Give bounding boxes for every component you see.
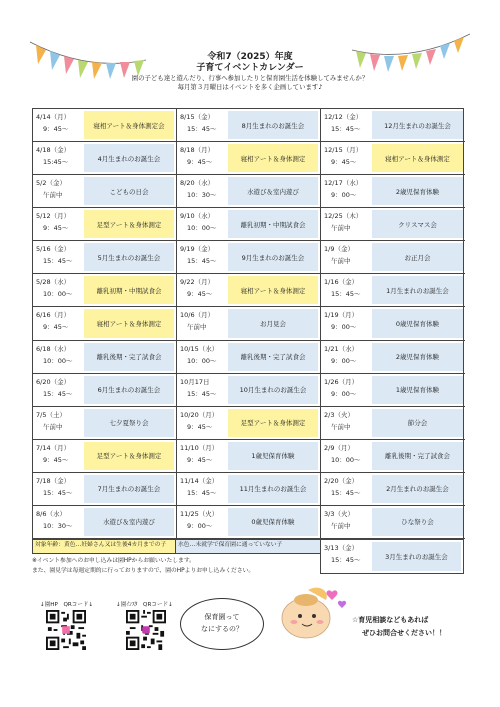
event-date [321, 175, 371, 207]
event-name: 離乳後期・完了試食会 [228, 343, 318, 371]
event-date-day: 11/25（火） [180, 509, 219, 518]
event-date-time: 10：30～ [43, 521, 73, 530]
consult-line-1b: あれば [407, 616, 429, 624]
event-cell [177, 440, 321, 473]
event-cell [321, 208, 465, 241]
title-calendar: 子育てイベントカレンダー [196, 63, 304, 73]
event-date-day: 5/2（金） [36, 179, 66, 188]
event-date [321, 208, 371, 240]
event-cell [177, 175, 321, 208]
event-name: 12月生まれのお誕生会 [372, 111, 463, 139]
event-date-day: 7/5（土） [36, 410, 66, 419]
event-name: 4月生まれのお誕生会 [84, 144, 174, 172]
event-date-time: 10：30～ [187, 191, 217, 200]
event-cell [33, 208, 177, 241]
event-date-day: 2/9（月） [324, 443, 354, 452]
event-date [177, 307, 227, 339]
event-date-time: 15：45～ [331, 556, 361, 564]
bubble-line-2: なにするの？ [201, 625, 243, 633]
description-line-1: 園の子ども達と遊んだり、行事へ参加したりと保育園生活を体験してみませんか？ [131, 74, 369, 82]
event-date [177, 208, 227, 240]
header [100, 52, 400, 92]
event-date-day: 5/28（水） [36, 278, 71, 287]
event-date-time: 15:45～ [43, 158, 69, 167]
description-line-2: 毎月第３月曜日はイベントを多く企画しています♪ [177, 83, 323, 91]
event-date-time: 15：45～ [43, 257, 73, 266]
event-date-time: 9：45～ [43, 455, 69, 464]
event-name: 0歳児保育体験 [372, 309, 463, 337]
event-date-day: 10月17日 [180, 377, 210, 386]
event-cell [321, 241, 465, 274]
event-date-day: 1/19（月） [324, 311, 359, 320]
event-date [321, 109, 371, 141]
event-name: お月見会 [228, 309, 318, 337]
event-cell [33, 142, 177, 175]
event-cell [177, 208, 321, 241]
event-name: 8月生まれのお誕生会 [228, 111, 318, 139]
event-date-time: 9：45～ [187, 158, 213, 167]
event-date [33, 241, 83, 273]
calendar-column [321, 109, 465, 539]
event-date-day: 6/20（金） [36, 377, 71, 386]
event-date-time: 15：45～ [331, 488, 361, 497]
qr-hp-label: ↓園HP QRコード↓ [40, 602, 94, 608]
event-date-time: 15：45～ [187, 257, 217, 266]
event-name: ひな祭り会 [372, 508, 463, 536]
event-cell [321, 407, 465, 440]
event-date [177, 341, 227, 373]
event-date [321, 440, 371, 472]
event-date [33, 341, 83, 373]
event-cell-last [320, 540, 464, 574]
event-cell [321, 506, 465, 539]
event-date [33, 142, 83, 174]
event-date-day: 6/18（水） [36, 344, 71, 353]
event-name: 2歳児保育体験 [372, 177, 463, 205]
event-date-time: 10：00～ [187, 356, 217, 365]
event-name: 寝相アート＆身体測定会 [84, 111, 174, 139]
event-date-day: 10/6（月） [180, 311, 215, 320]
event-date-time: 15：45～ [331, 290, 361, 299]
event-name: 1月生まれのお誕生会 [372, 276, 463, 304]
event-name: 足型アート＆身体測定 [84, 442, 174, 470]
event-name: 節分会 [372, 409, 463, 437]
event-date [321, 473, 371, 505]
event-date-day: 11/14（金） [180, 476, 219, 485]
event-name: クリスマス会 [372, 210, 463, 238]
event-date [177, 274, 227, 306]
event-date [33, 440, 83, 472]
event-cell [177, 374, 321, 407]
event-name: 寝相アート＆身体測定 [228, 276, 318, 304]
event-date-day: 8/20（水） [180, 179, 215, 188]
event-cell [321, 341, 465, 374]
event-name: 6月生まれのお誕生会 [84, 376, 174, 404]
event-date-time: 午前中 [43, 191, 63, 200]
event-date [33, 506, 83, 538]
event-name: 0歳児保育体験 [228, 508, 318, 536]
event-cell [177, 274, 321, 307]
event-date-time: 15：45～ [187, 389, 217, 398]
event-date-day: 7/18（金） [36, 476, 71, 485]
event-cell [33, 374, 177, 407]
event-date-time: 9：45～ [43, 125, 69, 133]
event-date [33, 109, 83, 141]
event-cell [33, 407, 177, 440]
event-date-time: 9：00～ [331, 323, 357, 332]
event-name: 7月生まれのお誕生会 [84, 475, 174, 503]
note-line: ※イベント参加へのお申し込みは園HPからお願いいたします。 [32, 558, 195, 564]
event-cell [177, 307, 321, 340]
event-date [321, 341, 371, 373]
event-name: 2月生まれのお誕生会 [372, 475, 463, 503]
event-name: 寝相アート＆身体測定 [84, 309, 174, 337]
legend-blue-text: 水色…未就学で保育園に通っていない子 [178, 542, 283, 548]
event-date-time: 9：45～ [187, 422, 213, 431]
event-date [33, 374, 83, 406]
event-date [33, 208, 83, 240]
event-cell [321, 109, 465, 142]
consult-line-2: ぜひお問合せください！！ [362, 629, 446, 637]
event-date-day: 5/16（金） [36, 245, 71, 254]
event-date-day: 4/18（金） [36, 146, 71, 155]
qr-insta-label: ↓園ｲﾝｽﾀ QRコード↓ [116, 602, 173, 608]
event-cell [177, 241, 321, 274]
event-date-day: 3/3（火） [324, 509, 354, 518]
event-date [321, 241, 371, 273]
event-date-day: 8/18（月） [180, 146, 215, 155]
event-name: 離乳後期・完了試食会 [84, 343, 174, 371]
event-date-day: 9/22（月） [180, 278, 215, 287]
event-cell [33, 274, 177, 307]
event-name: 水遊び＆室内遊び [84, 508, 174, 536]
event-name: 1歳児保育体験 [372, 376, 463, 404]
legend-yellow [32, 540, 176, 554]
event-cell [33, 175, 177, 208]
event-date-time: 9：00～ [331, 191, 357, 200]
event-cell [321, 175, 465, 208]
event-name: こどもの日会 [84, 177, 174, 205]
event-cell [177, 407, 321, 440]
event-date-time: 15：45～ [43, 488, 73, 497]
event-date [33, 175, 83, 207]
event-date [33, 407, 83, 439]
event-date [321, 307, 371, 339]
event-date [177, 241, 227, 273]
event-date [177, 374, 227, 406]
event-name: 1歳児保育体験 [228, 442, 318, 470]
legend-yellow-text: 対象年齢：黄色…妊婦さん又は生後4カ月までの子 [35, 542, 167, 548]
event-date-time: 15：45～ [43, 389, 73, 398]
event-date [177, 473, 227, 505]
note-line: また、園見学は毎週定期的に行っておりますので、園のHPよりお申し込みください。 [32, 568, 255, 574]
event-date-day: 10/20（月） [180, 410, 219, 419]
event-date-time: 9：45～ [331, 158, 357, 167]
event-date-time: 15：45～ [187, 488, 217, 497]
event-date-time: 10：00～ [43, 356, 73, 365]
event-date [321, 540, 371, 573]
event-date-time: 10：00～ [331, 455, 361, 464]
event-date-day: 7/14（月） [36, 443, 71, 452]
consultation-message [352, 614, 446, 640]
event-cell [33, 241, 177, 274]
event-date-time: 午前中 [187, 323, 207, 332]
event-cell [177, 109, 321, 142]
event-name: 3月生まれのお誕生会 [372, 542, 461, 571]
event-date-day: 1/9（金） [324, 245, 354, 254]
event-date [33, 274, 83, 306]
event-cell [33, 341, 177, 374]
event-name: 5月生まれのお誕生会 [84, 243, 174, 271]
event-cell [177, 473, 321, 506]
bubble-line-1: 保育園って [204, 613, 240, 621]
event-date-day: 6/16（月） [36, 311, 71, 320]
event-cell [177, 341, 321, 374]
event-date [177, 506, 227, 538]
event-date-day: 1/21（水） [324, 344, 359, 353]
event-date-time: 9：45～ [43, 323, 69, 332]
event-date-time: 午前中 [43, 422, 63, 431]
event-date-day: 10/15（水） [180, 344, 219, 353]
speech-bubble [180, 598, 264, 650]
event-cell [321, 307, 465, 340]
event-date-day: 9/19（金） [180, 245, 215, 254]
event-date-time: 午前中 [331, 224, 351, 233]
consult-line-1: ☆育児相談なども [352, 616, 408, 624]
event-cell [33, 473, 177, 506]
event-date-day: 2/3（火） [324, 410, 354, 419]
event-cell [33, 506, 177, 539]
event-cell [321, 473, 465, 506]
event-date-day: 12/12（金） [324, 113, 363, 121]
event-date-day: 11/10（月） [180, 443, 219, 452]
event-name: 水遊び＆室内遊び [228, 177, 318, 205]
event-date [321, 274, 371, 306]
event-date-day: 1/26（月） [324, 377, 359, 386]
title-year: 令和7（2025）年度 [207, 52, 293, 62]
event-date-time: 午前中 [331, 521, 351, 530]
event-date-day: 12/17（水） [324, 179, 363, 188]
event-date-day: 9/10（水） [180, 212, 215, 221]
event-date-time: 9：45～ [187, 290, 213, 299]
event-date [321, 407, 371, 439]
calendar-column [177, 109, 321, 539]
event-name: 七夕夏祭り会 [84, 409, 174, 437]
qr-code-hp[interactable] [46, 610, 86, 650]
event-date-day: 12/25（木） [324, 212, 363, 221]
event-date-time: 10：00～ [43, 290, 73, 299]
event-date-day: 5/12（月） [36, 212, 71, 221]
event-cell [177, 506, 321, 539]
event-cell [33, 440, 177, 473]
event-cell [177, 142, 321, 175]
event-name: お正月会 [372, 243, 463, 271]
event-date-day: 8/15（金） [180, 113, 215, 121]
event-calendar-table [32, 108, 464, 540]
event-date-time: 10：00～ [187, 224, 217, 233]
event-date [177, 440, 227, 472]
event-date [177, 142, 227, 174]
event-name: 寝相アート＆身体測定 [372, 144, 463, 172]
event-cell [321, 274, 465, 307]
event-date-day: 3/13（金） [324, 544, 359, 552]
event-cell [321, 142, 465, 175]
qr-code-instagram[interactable] [126, 610, 166, 650]
event-date [321, 142, 371, 174]
event-date-time: 9：45～ [43, 224, 69, 233]
event-date [177, 109, 227, 141]
event-date-day: 4/14（月） [36, 113, 71, 121]
event-date [321, 374, 371, 406]
event-date [177, 407, 227, 439]
event-date [33, 473, 83, 505]
event-name: 足型アート＆身体測定 [84, 210, 174, 238]
event-date-day: 1/16（金） [324, 278, 359, 287]
event-date [33, 307, 83, 339]
event-date [177, 175, 227, 207]
event-date-time: 9：00～ [331, 356, 357, 365]
event-date-day: 12/15（月） [324, 146, 363, 155]
event-name: 9月生まれのお誕生会 [228, 243, 318, 271]
event-date [321, 506, 371, 538]
event-cell [321, 374, 465, 407]
event-date-day: 2/20（金） [324, 476, 359, 485]
mascot-character-icon [272, 586, 352, 646]
event-date-time: 9：00～ [187, 521, 213, 530]
notes [32, 556, 254, 576]
event-name: 2歳児保育体験 [372, 343, 463, 371]
event-date-time: 午前中 [331, 257, 351, 266]
event-date-time: 午前中 [331, 422, 351, 431]
event-name: 足型アート＆身体測定 [228, 409, 318, 437]
event-date-time: 15：45～ [187, 125, 217, 133]
event-name: 寝相アート＆身体測定 [228, 144, 318, 172]
event-date-time: 9：45～ [187, 455, 213, 464]
event-date-time: 15：45～ [331, 125, 361, 133]
event-name: 離乳初期・中期試食会 [84, 276, 174, 304]
event-date-time: 9：00～ [331, 389, 357, 398]
event-name: 11月生まれのお誕生会 [228, 475, 318, 503]
legend-blue [176, 540, 320, 554]
event-cell [321, 440, 465, 473]
event-date-day: 8/6（水） [36, 509, 66, 518]
event-cell [33, 109, 177, 142]
event-name: 離乳初期・中期試食会 [228, 210, 318, 238]
event-name: 離乳後期・完了試食会 [372, 442, 463, 470]
event-name: 10月生まれのお誕生会 [228, 376, 318, 404]
event-cell [33, 307, 177, 340]
calendar-column [33, 109, 177, 539]
